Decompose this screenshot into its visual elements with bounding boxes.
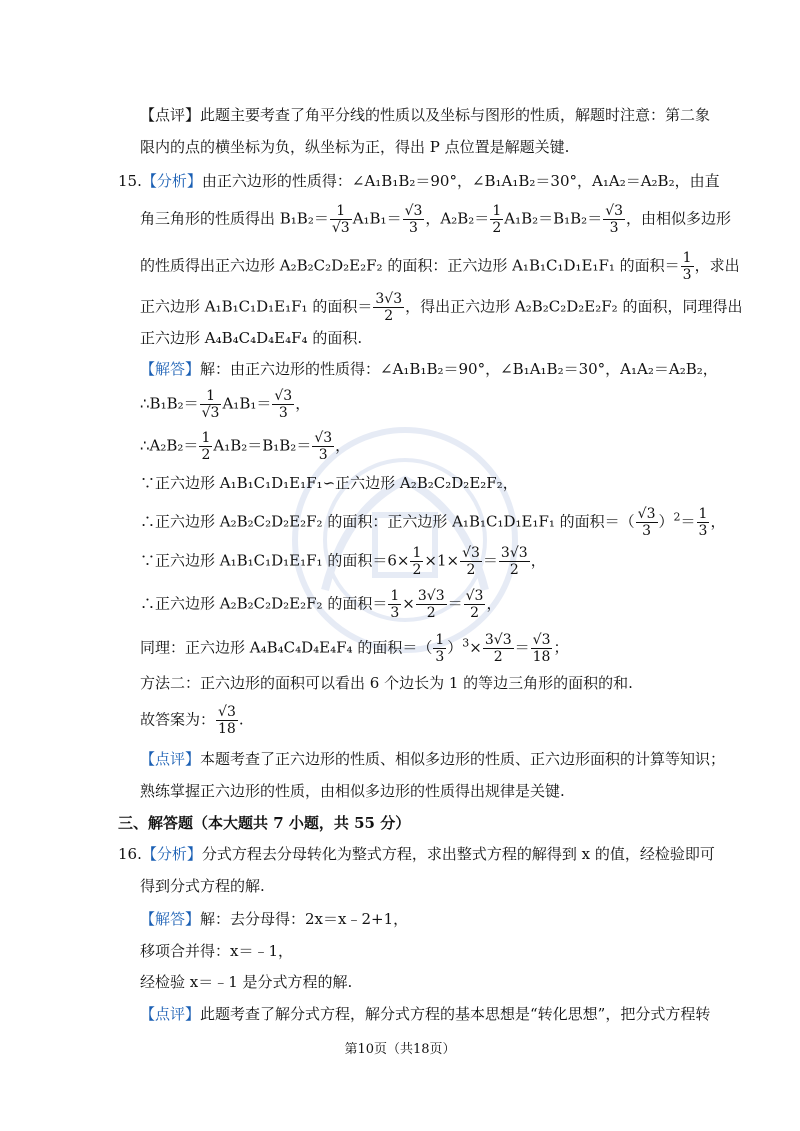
q16-answer-line1 [140,908,408,930]
radicand: 3 [614,203,624,219]
fraction-sqrt3-over-2 [464,588,486,621]
page-footer: 第10页（共18页） [344,1042,456,1057]
frac-num: √3 [218,704,236,720]
fraction-sqrt3-over-3 [636,506,658,539]
frac-num: 3√3 [417,588,445,604]
fraction-3sqrt3-over-2 [483,632,514,665]
ans2a: ∴B₁B₂＝ [140,394,199,413]
fraction-3sqrt3-over-2 [373,291,404,324]
radicand: 3 [413,203,423,219]
ans5b: ） [658,512,674,531]
frac-den: 2 [466,562,476,578]
ans6b: ×1× [424,551,460,570]
frac-den: 3 [278,405,288,421]
review-14-text-1: 【点评】此题主要考查了角平分线的性质以及坐标与图形的性质，解题时注意：第二象 [140,106,711,124]
q15-text-b3: ，A₂B₂＝ [425,209,490,228]
frac-num: 3√3 [375,291,403,307]
radicand: 3 [435,588,445,604]
ans2b: A₁B₁＝ [222,394,272,413]
radicand: 3 [646,506,656,522]
ans7a: ∴正六边形 A₂B₂C₂D₂E₂F₂ 的面积＝ [140,594,388,613]
ans9: 方法二：正六边形的面积可以看出 6 个边长为 1 的等边三角形的面积的和. [140,674,633,692]
fraction-sqrt3-over-3 [603,203,625,236]
section-title: 三、解答题（本大题共 7 小题，共 55 分） [118,814,411,832]
q16-analysis-line2 [140,875,265,897]
fraction-1-over-3 [681,250,694,283]
ans2c: ， [295,394,311,413]
radicand: 3 [340,220,350,236]
ans10b: . [238,710,244,729]
rev1: 本题考查了正六边形的性质、相似多边形的性质、正六边形面积的计算等知识； [200,750,726,768]
radicand: 3 [283,388,293,404]
frac-den: 2 [384,308,394,324]
frac-num: √3 [274,388,293,404]
ans3b: A₁B₂＝B₁B₂＝ [213,436,312,455]
ans5c: ＝ [680,512,696,531]
q15-analysis-text-1: 由正六边形的性质得：∠A₁B₁B₂＝90°，∠B₁A₁B₂＝30°，A₁A₂＝A₂B₂，由直 [201,172,720,190]
fraction-sqrt3-over-18 [216,704,238,737]
radicand: 3 [518,545,528,561]
fraction-sqrt3-over-3 [312,430,334,463]
ans10a: 故答案为： [140,710,216,729]
radicand: 3 [393,291,403,307]
q15-text-c2: ，求出 [694,256,740,275]
q15-analysis-line5 [140,327,362,349]
frac-den: 3 [682,267,692,283]
frac-num: 1 [200,388,222,405]
q15-answer-line8 [140,632,569,665]
radicand: 3 [470,545,480,561]
ans3a: ∴A₂B₂＝ [140,436,199,455]
frac-num: 1 [492,203,502,219]
frac-num: 1 [201,430,211,446]
ans7c: ＝ [447,594,463,613]
frac-den: 3 [698,523,708,539]
review-tag: 【点评】 [140,1005,201,1023]
frac-den: √3 [331,220,350,236]
q15-text-c1: 的性质得出正六边形 A₂B₂C₂D₂E₂F₂ 的面积：正六边形 A₁B₁C₁D₁E₁F₁ 的面积＝ [140,256,680,275]
q15-answer-line10 [140,704,244,737]
q15-answer-line5 [140,506,725,539]
answer-tag: 【解答】 [140,910,201,928]
exponent: 2 [673,510,681,524]
q15-review-line1 [140,748,725,770]
section-heading [118,812,410,834]
q15-text-d1: 正六边形 A₁B₁C₁D₁E₁F₁ 的面积＝ [140,297,373,316]
q16-analysis-line1 [118,843,715,865]
ans5d: ， [710,512,726,531]
ans8e: ； [553,638,569,657]
ans8d: ＝ [514,638,530,657]
rev2: 熟练掌握正六边形的性质，由相似多边形的性质得出规律是关键. [140,782,565,800]
frac-num: 1 [698,506,708,522]
fraction-1-over-3 [697,506,710,539]
radicand: 3 [474,588,484,604]
q15-text-e: 正六边形 A₄B₄C₄D₄E₄F₄ 的面积. [140,329,363,347]
frac-den: 2 [509,562,519,578]
answer-tag: 【解答】 [140,360,201,378]
frac-num: √3 [532,632,551,648]
q16-ans3: 经检验 x＝﹣1 是分式方程的解. [140,973,353,991]
coef: 3 [500,545,510,561]
frac-den: 2 [412,562,422,578]
frac-den: 2 [493,649,503,665]
fraction-1-over-sqrt3 [200,388,222,421]
q15-text-b5: ，由相似多边形 [626,209,732,228]
frac-den: 18 [218,721,236,737]
frac-num: 1 [435,632,445,648]
frac-num: 3√3 [500,545,528,561]
coef: 3 [375,291,385,307]
q15-answer-line4 [140,472,518,494]
q16-answer-line2 [140,940,293,962]
frac-num: 1 [682,250,692,266]
frac-num: √3 [462,545,480,561]
frac-num: 1 [330,203,352,220]
review-14-line2 [140,136,569,158]
radicand: 3 [502,632,512,648]
q15-answer-line3 [140,430,350,463]
q15-number: 15. [118,172,142,190]
frac-num: √3 [404,203,423,219]
frac-den: 2 [492,220,502,236]
radicand: 3 [541,632,551,648]
q15-answer-line2 [140,388,310,421]
frac-den: 2 [470,605,479,621]
q16-answer-line3 [140,971,352,993]
ans6d: ， [530,551,546,570]
q15-answer-line9 [140,672,633,694]
frac-num: √3 [637,506,656,522]
ans7d: ， [486,594,502,613]
fraction-3sqrt3-over-2 [499,545,530,578]
q16b: 得到分式方程的解. [140,877,265,895]
q16-ans2: 移项合并得：x＝﹣1， [140,942,294,960]
q15-answer-line6 [140,545,546,578]
ans7b: × [402,594,415,613]
coef: 3 [484,632,494,648]
frac-num: 1 [412,545,422,561]
fraction-sqrt3-over-3 [272,388,294,421]
q15-text-b1: 角三角形的性质得出 B₁B₂＝ [140,209,329,228]
frac-den: 3 [435,649,445,665]
frac-den: 2 [426,605,436,621]
frac-den: 3 [409,220,418,236]
analysis-tag: 【分析】 [141,845,202,863]
q16a: 分式方程去分母转化为整式方程，求出整式方程的解得到 x 的值，经检验即可 [201,845,715,863]
q15-answer-line7 [140,588,501,621]
ans8c: × [469,638,482,657]
ans5a: ∴正六边形 A₂B₂C₂D₂E₂F₂ 的面积：正六边形 A₁B₁C₁D₁E₁F₁ 的面积＝（ [140,512,635,531]
review-14-text-2: 限内的点的横坐标为负，纵坐标为正，得出 P 点位置是解题关键. [140,138,570,156]
fraction-1-over-3 [433,632,446,665]
q16-number: 16. [118,845,142,863]
q15-text-d2: ，得出正六边形 A₂B₂C₂D₂E₂F₂ 的面积，同理得出 [405,297,743,316]
q16-ans1: 解：去分母得：2x＝x﹣2+1， [200,910,409,928]
fraction-sqrt3-over-2 [460,545,482,578]
fraction-1-over-2 [199,430,212,463]
frac-den: 3 [390,605,400,621]
fraction-1-over-sqrt3 [330,203,352,236]
frac-num: √3 [314,430,333,446]
ans6c: ＝ [482,551,498,570]
fraction-3sqrt3-over-2 [416,588,447,621]
frac-num: √3 [465,588,484,604]
q15-answer-line1 [140,358,718,380]
q15-analysis-line3 [140,250,740,283]
review-tag: 【点评】 [140,750,201,768]
exponent: 3 [462,636,470,650]
ans6a: ∵正六边形 A₁B₁C₁D₁E₁F₁ 的面积＝6× [140,551,410,570]
q15-analysis-line2 [140,203,731,236]
analysis-tag: 【分析】 [141,172,202,190]
radicand: 3 [210,405,220,421]
frac-num: 1 [390,588,400,604]
frac-den: 3 [318,447,328,463]
frac-den: √3 [201,405,220,421]
q16-review-line1 [140,1003,710,1025]
q16-rev1: 此题考查了解分式方程，解分式方程的基本思想是“转化思想”，把分式方程转 [200,1005,711,1023]
ans3c: ， [335,436,351,455]
frac-num: 3√3 [484,632,512,648]
frac-num: √3 [605,203,624,219]
frac-den: 2 [201,447,211,463]
frac-den: 3 [642,523,652,539]
ans4: ∵正六边形 A₁B₁C₁D₁E₁F₁∽正六边形 A₂B₂C₂D₂E₂F₂， [140,474,518,492]
q15-text-b4: A₁B₂＝B₁B₂＝ [504,209,603,228]
frac-den: 18 [532,649,551,665]
q15-review-line2 [140,780,565,802]
radicand: 3 [323,430,333,446]
fraction-sqrt3-over-18 [531,632,553,665]
answer-text-1: 解：由正六边形的性质得：∠A₁B₁B₂＝90°，∠B₁A₁B₂＝30°，A₁A₂＝A₂B₂， [200,360,718,378]
q15-text-b2: A₁B₁＝ [352,209,402,228]
review-14-line1 [140,104,710,126]
q15-analysis-line4 [140,291,742,324]
fraction-1-over-2 [490,203,503,236]
q15-analysis-line1 [118,170,720,192]
fraction-1-over-2 [410,545,423,578]
fraction-1-over-3 [388,588,401,621]
fraction-sqrt3-over-3 [403,203,425,236]
radicand: 3 [226,704,236,720]
frac-den: 3 [609,220,619,236]
coef: 3 [417,588,427,604]
ans8a: 同理：正六边形 A₄B₄C₄D₄E₄F₄ 的面积＝（ [140,638,433,657]
ans8b: ） [447,638,463,657]
